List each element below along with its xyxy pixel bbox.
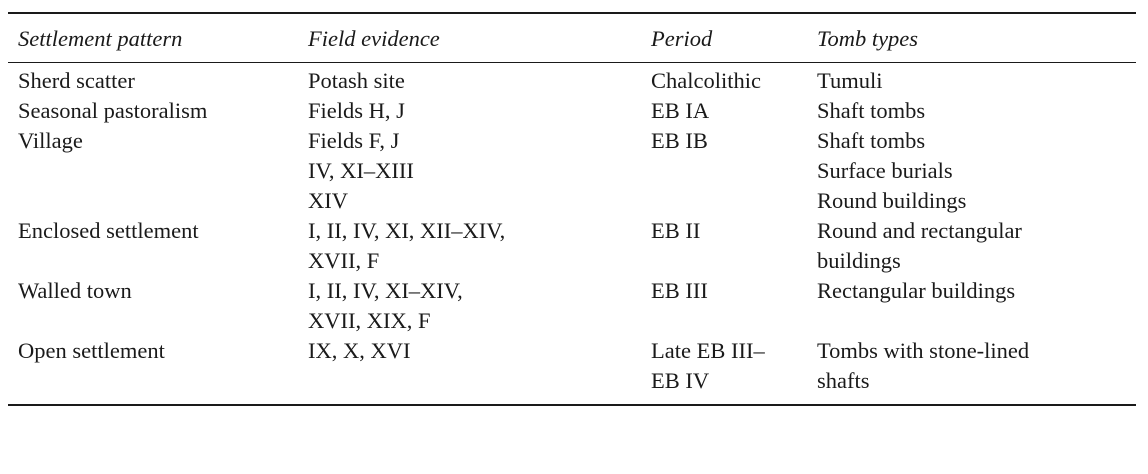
header-settlement-pattern: Settlement pattern [18,26,183,51]
cell-tomb-types [807,96,1136,126]
cell-period [641,336,807,404]
cell-tomb-types [807,126,1136,156]
cell-field-evidence [298,336,641,404]
cell-field-evidence [298,156,641,186]
cell-settlement-pattern [8,276,298,336]
cell-field-evidence-line: I, II, IV, XI, XII–XIV, [308,218,506,243]
cell-field-evidence-line: I, II, IV, XI–XIV, [308,278,463,303]
cell-period-line: EB IV [651,368,710,393]
table-row [8,63,1136,96]
cell-period-line: EB II [651,218,701,243]
cell-settlement-pattern [8,336,298,404]
cell-settlement-pattern [8,63,298,96]
cell-tomb-types-line: Surface burials [817,158,953,183]
cell-settlement-pattern-line: Open settlement [18,338,165,363]
cell-period [641,156,807,186]
cell-tomb-types-line: Shaft tombs [817,128,926,153]
cell-tomb-types [807,63,1136,96]
cell-field-evidence [298,186,641,216]
cell-period [641,276,807,336]
cell-field-evidence [298,96,641,126]
cell-settlement-pattern [8,186,298,216]
cell-field-evidence-line: Fields H, J [308,98,405,123]
cell-tomb-types-line: Round and rectangular [817,218,1022,243]
cell-tomb-types [807,336,1136,404]
cell-settlement-pattern [8,216,298,276]
cell-field-evidence-line: XVII, XIX, F [308,308,431,333]
cell-settlement-pattern [8,126,298,156]
cell-field-evidence [298,126,641,156]
cell-field-evidence-line: Potash site [308,68,405,93]
cell-settlement-pattern-line: Seasonal pastoralism [18,98,208,123]
cell-tomb-types-line: buildings [817,248,901,273]
cell-period [641,186,807,216]
cell-settlement-pattern [8,96,298,126]
cell-field-evidence-line: XIV [308,188,348,213]
table-row [8,336,1136,404]
cell-period [641,63,807,96]
cell-period-line: Late EB III– [651,338,765,363]
cell-settlement-pattern-line: Enclosed settlement [18,218,199,243]
cell-tomb-types-line: Shaft tombs [817,98,926,123]
cell-settlement-pattern [8,156,298,186]
cell-settlement-pattern-line: Sherd scatter [18,68,135,93]
cell-settlement-pattern-line: Walled town [18,278,132,303]
bottom-rule [8,404,1136,406]
cell-tomb-types-line: Round buildings [817,188,967,213]
cell-tomb-types [807,156,1136,186]
cell-period [641,216,807,276]
header-field-evidence: Field evidence [308,26,440,51]
cell-period-line: Chalcolithic [651,68,761,93]
table-row [8,126,1136,156]
cell-field-evidence-line: IX, X, XVI [308,338,411,363]
header-period: Period [651,26,713,51]
cell-tomb-types-line: shafts [817,368,870,393]
cell-tomb-types-line: Tumuli [817,68,883,93]
cell-period-line: EB III [651,278,708,303]
cell-period [641,96,807,126]
cell-tomb-types-line: Tombs with stone-lined [817,338,1030,363]
cell-settlement-pattern-line: Village [18,128,83,153]
cell-field-evidence [298,63,641,96]
table-row [8,96,1136,126]
cell-field-evidence-line: XVII, F [308,248,380,273]
header-row [8,14,1136,62]
table-row [8,216,1136,276]
cell-tomb-types [807,216,1136,276]
settlement-table [8,12,1136,406]
table-row [8,156,1136,186]
data-table [8,14,1136,404]
cell-field-evidence-line: IV, XI–XIII [308,158,414,183]
cell-period-line: EB IB [651,128,708,153]
cell-field-evidence-line: Fields F, J [308,128,400,153]
cell-tomb-types [807,276,1136,336]
cell-period [641,126,807,156]
cell-field-evidence [298,276,641,336]
header-tomb-types: Tomb types [817,26,919,51]
cell-field-evidence [298,216,641,276]
table-row [8,276,1136,336]
cell-period-line: EB IA [651,98,710,123]
table-row [8,186,1136,216]
cell-tomb-types-line: Rectangular buildings [817,278,1016,303]
cell-tomb-types [807,186,1136,216]
